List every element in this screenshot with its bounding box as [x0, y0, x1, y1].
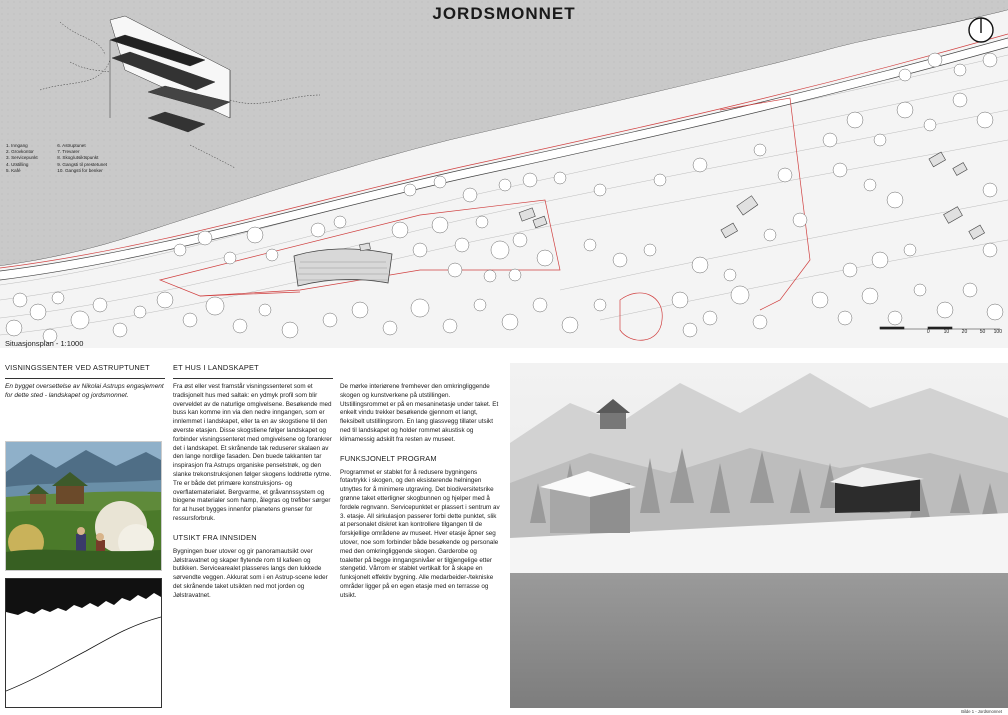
legend-item: 4. Utstilling [6, 161, 29, 167]
divider [173, 378, 333, 379]
landscape-column [173, 363, 333, 610]
legend-item: 2. Grovkontor [6, 149, 34, 155]
view-paragraph: Bygningen buer utover og gir panoramautsikt over Jølstravatnet og skaper flytende rom til kafeen og butikken. Servicearealet plasseres langs den lukkede sørvendte veggen. Akkurat som i en Astrup-scene leder det skrånende taket utsikten ned mot jorden og Jølstravatnet. [173, 547, 328, 599]
program-heading: FUNKSJONELT PROGRAM [340, 453, 437, 463]
winter-render-image [510, 363, 1008, 708]
scale-label: 20 [961, 329, 968, 335]
sheet-title: JORDSMONNET [432, 4, 576, 23]
scale-label: 50 [979, 329, 986, 335]
render-caption: Bilde 1 - Jordsmonnet [961, 709, 1002, 714]
plan-legend [6, 143, 107, 174]
program-paragraph: Programmet er stablet for å redusere bygningens fotavtrykk i skogen, og den eksisterende helningen utnyttes for å minimere utgraving. Det biodiversitetsrike grønne taket etterligner skogbunnen og hjelper med å fordele regnvann. Servicepunktet er plassert i sentrum av 3. etasje. All sirkulasjon passerer forbi dette punktet, slik at personalet diskret kan kontrollere tilgangen til de forskjellige områdene av museet. Hver etasje åpner seg utover, noe som forbinder både besøkende og personale med den omkringliggende skogen. Garderobe og toaletter på begge inngangsnivåer er tilgjengelige etter stengetid. Vårrom er stablet vertikalt for å skape en funksjonelt effektiv bygning. Alle medarbeider-/tekniske områder ligger på en egen etasje med en terrasse og utsikt. [340, 468, 500, 599]
legend-item: 8. Skog/utsiktspunkt [57, 155, 99, 161]
legend-column-2 [57, 143, 107, 174]
legend-column-1 [6, 143, 56, 174]
legend-item: 10. Gangsti for benker [57, 167, 103, 173]
legend-item: 3. Servicepunkt [6, 155, 38, 161]
intro-lead: En bygget oversettelse av Nikolai Astrups engasjement for dette sted - landskapet og jordsmonnet. [5, 383, 164, 399]
legend-item: 1. Inngang [6, 143, 28, 148]
intro-column [5, 363, 165, 410]
view-heading: UTSIKT FRA INNSIDEN [173, 532, 257, 542]
plan-caption: Situasjonsplan - 1:1000 [5, 339, 84, 348]
astrup-painting-image [5, 441, 162, 571]
program-column [340, 383, 500, 610]
interior-paragraph: De mørke interiørene fremhever den omkringliggende skogen og kunstverkene på utstillingen. Utstillingsrommet er på en mesaninetasje under taket. Et enkelt vindu trekker besøkende gjennom et langt, fleksibelt utstillingsrom. En lang glassvegg tillater utsikt ned til landskapet og holder rommet akustisk og klimamessig adskilt fra resten av museet. [340, 383, 499, 443]
scale-label: 0 [926, 329, 930, 335]
landscape-heading: ET HUS I LANDSKAPET [173, 363, 259, 372]
divider [5, 378, 165, 379]
legend-item: 5. Kafé [6, 167, 21, 173]
legend-item: 7. Trevarer [57, 149, 80, 155]
legend-item: 6. Astruptunet [57, 143, 86, 148]
scale-bar-labels [927, 329, 1002, 335]
scale-label: 10 [943, 329, 950, 335]
intro-heading: VISNINGSSENTER VED ASTRUPTUNET [5, 363, 150, 372]
landscape-paragraph: Fra øst eller vest framstår visningssenteret som et tradisjonelt hus med saltak: en ydmyk profil som blir overveldet av de naturlige omgivelsene. Besøkende med buss kan komme inn via den nedre inngangen, som er innlemmet i landskapet, eller ta en av skogstiene til den øverste etasjen. Disse skogstiene følger landskapet og forbinder visningssenteret med omgivelsene og forankrer det i landskapet. Et skrånende tak reduserer skalaen av den lange nordlige fasaden. Den buede takkanten tar inspirasjon fra Astrups organiske penselstrøk, og den slanke trekonstruksjonen følger skogens loddrette rytme. Tre er både det primære konstruksjons- og overflatematerialet. Bergvarme, et gråvannssystem og biogene materialer som hamp, ålegras og trefiber sørger for at huset bygges innenfor planetens grenser for ressursforbruk. [173, 383, 332, 522]
legend-item: 9. Gangsti til prestetunet [57, 161, 108, 167]
terrain-section-diagram [5, 578, 162, 708]
site-plan [0, 0, 1008, 348]
scale-label: 100 [993, 329, 1002, 335]
